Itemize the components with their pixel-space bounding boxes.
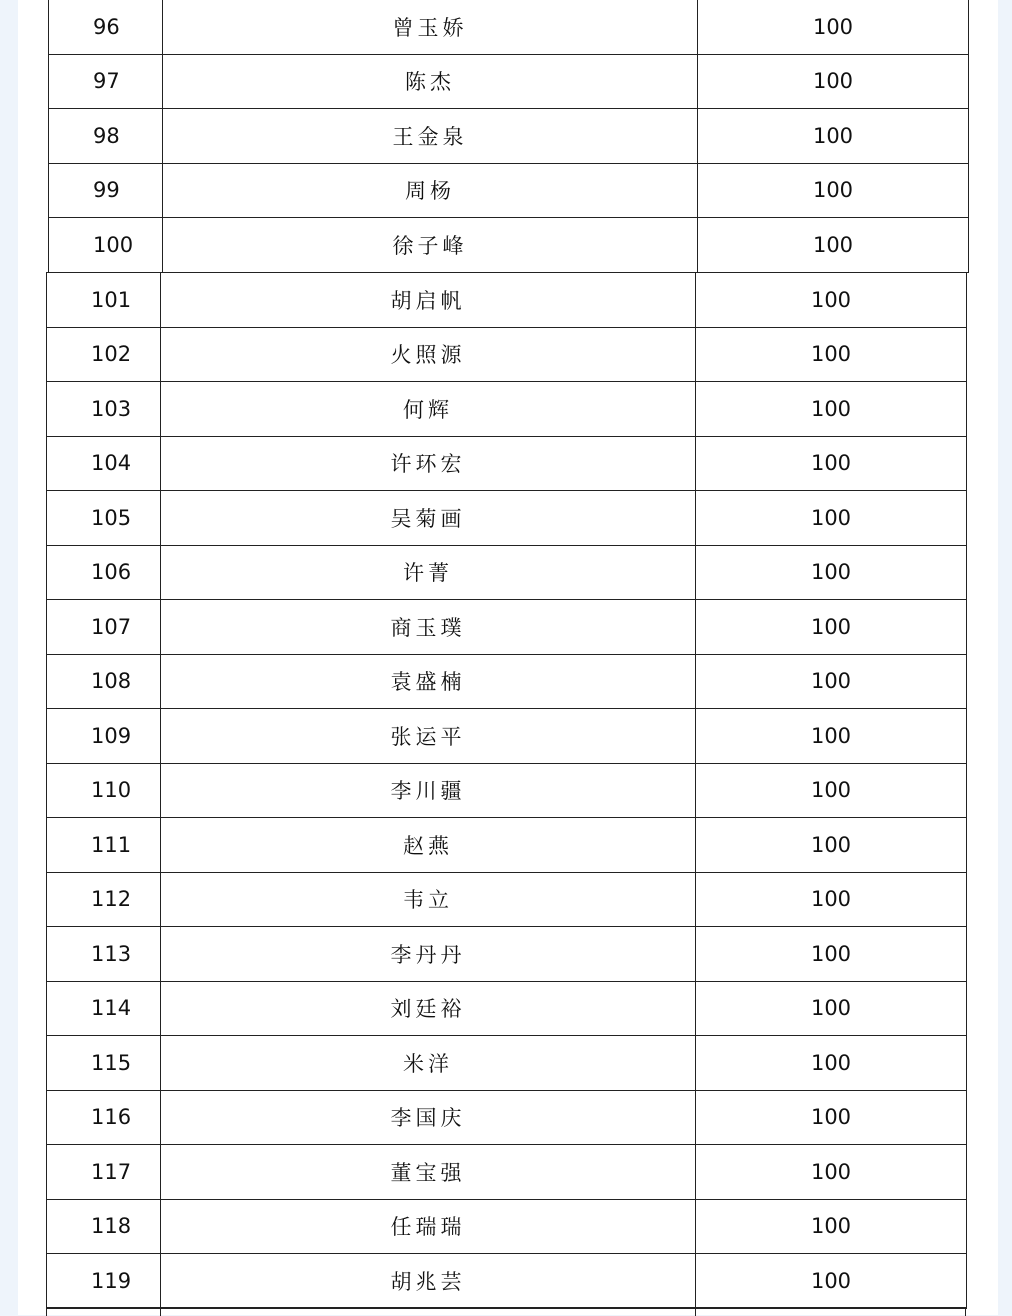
row-number: 104 xyxy=(47,436,161,491)
table-row xyxy=(49,0,969,54)
table-row xyxy=(47,709,967,764)
person-name: 张运平 xyxy=(161,709,696,764)
score-value: 100 xyxy=(696,818,967,873)
row-number: 100 xyxy=(49,218,163,273)
row-number: 106 xyxy=(47,545,161,600)
table-row xyxy=(47,600,967,655)
row-number: 112 xyxy=(47,872,161,927)
person-name: 陈杰 xyxy=(163,54,698,109)
score-value: 100 xyxy=(696,273,967,328)
table-row xyxy=(47,927,967,982)
row-number: 108 xyxy=(47,654,161,709)
score-value: 100 xyxy=(696,436,967,491)
table-row xyxy=(47,872,967,927)
table-row xyxy=(47,1090,967,1145)
table-row xyxy=(47,382,967,437)
person-name: 韦立 xyxy=(161,872,696,927)
table-row xyxy=(47,763,967,818)
score-value: 100 xyxy=(696,1199,967,1254)
table-row xyxy=(49,218,969,273)
row-number: 118 xyxy=(47,1199,161,1254)
table-row xyxy=(47,654,967,709)
row-number: 98 xyxy=(49,109,163,164)
row-number: 110 xyxy=(47,763,161,818)
row-number: 103 xyxy=(47,382,161,437)
score-value: 100 xyxy=(696,709,967,764)
table-row xyxy=(49,54,969,109)
table-row xyxy=(47,273,967,328)
table-row xyxy=(47,1254,967,1309)
score-value: 100 xyxy=(698,109,969,164)
table-row xyxy=(47,1145,967,1200)
score-value: 100 xyxy=(696,327,967,382)
row-number: 109 xyxy=(47,709,161,764)
person-name: 袁盛楠 xyxy=(161,654,696,709)
score-value: 100 xyxy=(696,382,967,437)
row-number: 113 xyxy=(47,927,161,982)
score-value: 100 xyxy=(696,654,967,709)
table-row xyxy=(47,436,967,491)
score-value: 100 xyxy=(698,163,969,218)
table-row xyxy=(47,491,967,546)
score-value: 100 xyxy=(696,1036,967,1091)
table-row xyxy=(49,163,969,218)
score-value: 100 xyxy=(696,927,967,982)
person-name: 李川疆 xyxy=(161,763,696,818)
table-row xyxy=(47,327,967,382)
person-name: 胡启帆 xyxy=(161,273,696,328)
person-name: 商玉璞 xyxy=(161,600,696,655)
person-name: 米洋 xyxy=(161,1036,696,1091)
row-number: 111 xyxy=(47,818,161,873)
score-value: 100 xyxy=(696,763,967,818)
person-name: 许环宏 xyxy=(161,436,696,491)
row-number: 102 xyxy=(47,327,161,382)
table-row xyxy=(47,1199,967,1254)
row-number: 115 xyxy=(47,1036,161,1091)
person-name: 周杨 xyxy=(163,163,698,218)
row-number: 101 xyxy=(47,273,161,328)
person-name: 胡兆芸 xyxy=(161,1254,696,1309)
row-number: 117 xyxy=(47,1145,161,1200)
row-number: 107 xyxy=(47,600,161,655)
person-name: 吴菊画 xyxy=(161,491,696,546)
score-value: 100 xyxy=(698,0,969,54)
score-value: 100 xyxy=(696,1145,967,1200)
table-row xyxy=(47,1036,967,1091)
person-name: 火照源 xyxy=(161,327,696,382)
row-number: 119 xyxy=(47,1254,161,1309)
score-value: 100 xyxy=(696,1254,967,1309)
person-name: 赵燕 xyxy=(161,818,696,873)
person-name: 任瑞瑞 xyxy=(161,1199,696,1254)
document-page xyxy=(18,0,998,1315)
score-value: 100 xyxy=(696,872,967,927)
table-row xyxy=(47,981,967,1036)
row-number: 105 xyxy=(47,491,161,546)
person-name: 董宝强 xyxy=(161,1145,696,1200)
table-row xyxy=(49,109,969,164)
score-value: 100 xyxy=(696,981,967,1036)
score-value: 100 xyxy=(696,600,967,655)
score-table-bottom xyxy=(46,272,967,1309)
table-row xyxy=(47,545,967,600)
person-name: 何辉 xyxy=(161,382,696,437)
score-value: 100 xyxy=(698,218,969,273)
table-row xyxy=(47,818,967,873)
score-value: 100 xyxy=(696,1090,967,1145)
row-number: 97 xyxy=(49,54,163,109)
person-name: 王金泉 xyxy=(163,109,698,164)
score-value: 100 xyxy=(698,54,969,109)
person-name: 李国庆 xyxy=(161,1090,696,1145)
person-name: 许菁 xyxy=(161,545,696,600)
person-name: 曾玉娇 xyxy=(163,0,698,54)
row-number: 116 xyxy=(47,1090,161,1145)
row-number: 114 xyxy=(47,981,161,1036)
score-table-top xyxy=(48,0,969,273)
row-number: 96 xyxy=(49,0,163,54)
person-name: 刘廷裕 xyxy=(161,981,696,1036)
person-name: 李丹丹 xyxy=(161,927,696,982)
person-name: 徐子峰 xyxy=(163,218,698,273)
row-number: 99 xyxy=(49,163,163,218)
score-value: 100 xyxy=(696,491,967,546)
score-value: 100 xyxy=(696,545,967,600)
